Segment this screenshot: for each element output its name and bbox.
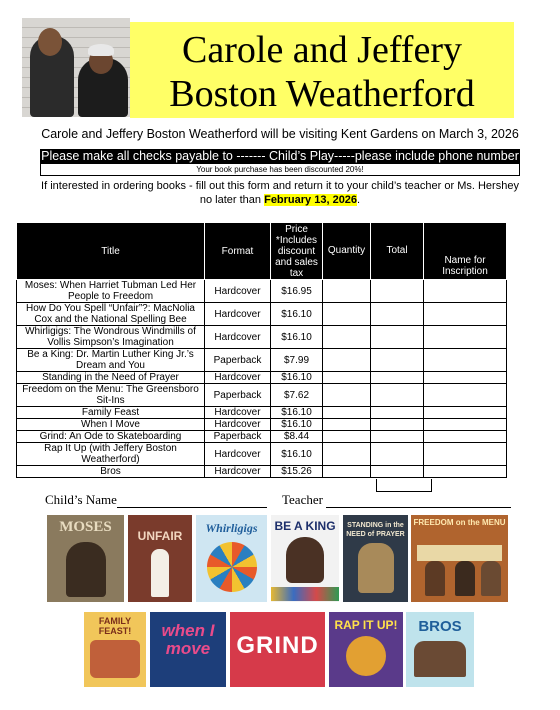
order-instructions <box>0 179 560 207</box>
col-title: Title <box>17 223 205 280</box>
total-cell[interactable] <box>371 349 424 372</box>
title-line-2: Boston Weatherford <box>169 73 475 115</box>
total-cell[interactable] <box>371 466 424 478</box>
inscription-cell[interactable] <box>424 303 507 326</box>
inscription-cell[interactable] <box>424 431 507 443</box>
inscription-cell[interactable] <box>424 349 507 372</box>
quantity-cell[interactable] <box>323 431 371 443</box>
visit-text: Carole and Jeffery Boston Weatherford will be visiting Kent Gardens on March 3, 2026 <box>41 127 519 141</box>
checks-banner: Please make all checks payable to ------- Child’s Play-----please include phone number <box>41 149 519 163</box>
order-table <box>16 222 507 478</box>
book-format: Hardcover <box>205 443 271 466</box>
total-sum-box[interactable] <box>376 479 432 492</box>
total-cell[interactable] <box>371 303 424 326</box>
table-row <box>17 443 507 466</box>
inscription-cell[interactable] <box>424 384 507 407</box>
table-row <box>17 466 507 478</box>
teacher-label: Teacher <box>282 492 323 507</box>
col-format: Format <box>205 223 271 280</box>
table-row <box>17 372 507 384</box>
inscription-cell[interactable] <box>424 326 507 349</box>
book-format: Hardcover <box>205 280 271 303</box>
book-price: $16.10 <box>271 326 323 349</box>
total-cell[interactable] <box>371 372 424 384</box>
book-format: Hardcover <box>205 466 271 478</box>
cover-standing: STANDING in the NEED of PRAYER <box>343 515 408 602</box>
quantity-cell[interactable] <box>323 419 371 431</box>
instructions-line-1: If interested in ordering books - fill out this form and return it to your child’s teacher or Ms. Hershey <box>41 180 519 192</box>
col-quantity: Quantity <box>323 223 371 280</box>
book-price: $16.10 <box>271 419 323 431</box>
book-price: $16.10 <box>271 303 323 326</box>
total-cell[interactable] <box>371 280 424 303</box>
book-format: Paperback <box>205 384 271 407</box>
quantity-cell[interactable] <box>323 407 371 419</box>
col-inscription: Name for Inscription <box>424 223 507 280</box>
discount-note: Your book purchase has been discounted 20%! <box>40 164 520 176</box>
book-format: Hardcover <box>205 303 271 326</box>
inscription-cell[interactable] <box>424 466 507 478</box>
cover-be-a-king: BE A KING <box>271 515 339 602</box>
teacher-field[interactable] <box>282 492 511 508</box>
cover-grind: GRIND <box>230 612 325 687</box>
table-row <box>17 419 507 431</box>
inscription-cell[interactable] <box>424 443 507 466</box>
book-title: Standing in the Need of Prayer <box>17 372 205 384</box>
table-row <box>17 326 507 349</box>
quantity-cell[interactable] <box>323 326 371 349</box>
quantity-cell[interactable] <box>323 466 371 478</box>
quantity-cell[interactable] <box>323 372 371 384</box>
table-row <box>17 407 507 419</box>
inscription-cell[interactable] <box>424 407 507 419</box>
inscription-cell[interactable] <box>424 419 507 431</box>
cover-moses: MOSES <box>47 515 124 602</box>
book-title: Freedom on the Menu: The Greensboro Sit-Ins <box>17 384 205 407</box>
book-title: Bros <box>17 466 205 478</box>
book-price: $16.10 <box>271 443 323 466</box>
book-title: How Do You Spell “Unfair”?: MacNolia Cox and the National Spelling Bee <box>17 303 205 326</box>
book-price: $16.10 <box>271 372 323 384</box>
book-format: Paperback <box>205 349 271 372</box>
book-title: Whirligigs: The Wondrous Windmills of Vollis Simpson’s Imagination <box>17 326 205 349</box>
table-row <box>17 431 507 443</box>
book-title: Rap It Up (with Jeffery Boston Weatherford) <box>17 443 205 466</box>
total-cell[interactable] <box>371 431 424 443</box>
book-format: Hardcover <box>205 372 271 384</box>
book-title: Grind: An Ode to Skateboarding <box>17 431 205 443</box>
total-cell[interactable] <box>371 419 424 431</box>
cover-bros: BROS <box>406 612 474 687</box>
quantity-cell[interactable] <box>323 303 371 326</box>
book-format: Paperback <box>205 431 271 443</box>
book-title: Family Feast <box>17 407 205 419</box>
book-format: Hardcover <box>205 326 271 349</box>
table-row <box>17 280 507 303</box>
book-price: $16.10 <box>271 407 323 419</box>
cover-when-i-move: when I move <box>150 612 226 687</box>
cover-rap-it-up: RAP IT UP! <box>329 612 403 687</box>
cover-freedom: FREEDOM on the MENU <box>411 515 508 602</box>
book-price: $15.26 <box>271 466 323 478</box>
book-price: $16.95 <box>271 280 323 303</box>
col-total: Total <box>371 223 424 280</box>
quantity-cell[interactable] <box>323 384 371 407</box>
book-title: Moses: When Harriet Tubman Led Her People to Freedom <box>17 280 205 303</box>
total-cell[interactable] <box>371 326 424 349</box>
book-format: Hardcover <box>205 419 271 431</box>
book-format: Hardcover <box>205 407 271 419</box>
total-cell[interactable] <box>371 407 424 419</box>
inscription-cell[interactable] <box>424 372 507 384</box>
book-title: When I Move <box>17 419 205 431</box>
deadline-highlight: February 13, 2026 <box>264 194 358 206</box>
child-name-label: Child’s Name <box>45 492 117 507</box>
title-line-1: Carole and Jeffery <box>182 29 462 71</box>
book-price: $8.44 <box>271 431 323 443</box>
col-price: Price *Includes discount and sales tax <box>271 223 323 280</box>
quantity-cell[interactable] <box>323 349 371 372</box>
inscription-cell[interactable] <box>424 280 507 303</box>
child-name-field[interactable] <box>45 492 267 508</box>
quantity-cell[interactable] <box>323 280 371 303</box>
total-cell[interactable] <box>371 443 424 466</box>
cover-family-feast: FAMILY FEAST! <box>84 612 146 687</box>
book-price: $7.62 <box>271 384 323 407</box>
quantity-cell[interactable] <box>323 443 371 466</box>
title-banner <box>130 22 514 118</box>
book-title: Be a King: Dr. Martin Luther King Jr.’s Dream and You <box>17 349 205 372</box>
table-row <box>17 349 507 372</box>
cover-whirligigs: Whirligigs <box>196 515 267 602</box>
total-cell[interactable] <box>371 384 424 407</box>
table-row <box>17 303 507 326</box>
author-photo <box>22 18 130 117</box>
cover-unfair: UNFAIR <box>128 515 192 602</box>
table-row <box>17 384 507 407</box>
book-price: $7.99 <box>271 349 323 372</box>
instructions-line-2: no later than February 13, 2026. <box>199 194 361 206</box>
